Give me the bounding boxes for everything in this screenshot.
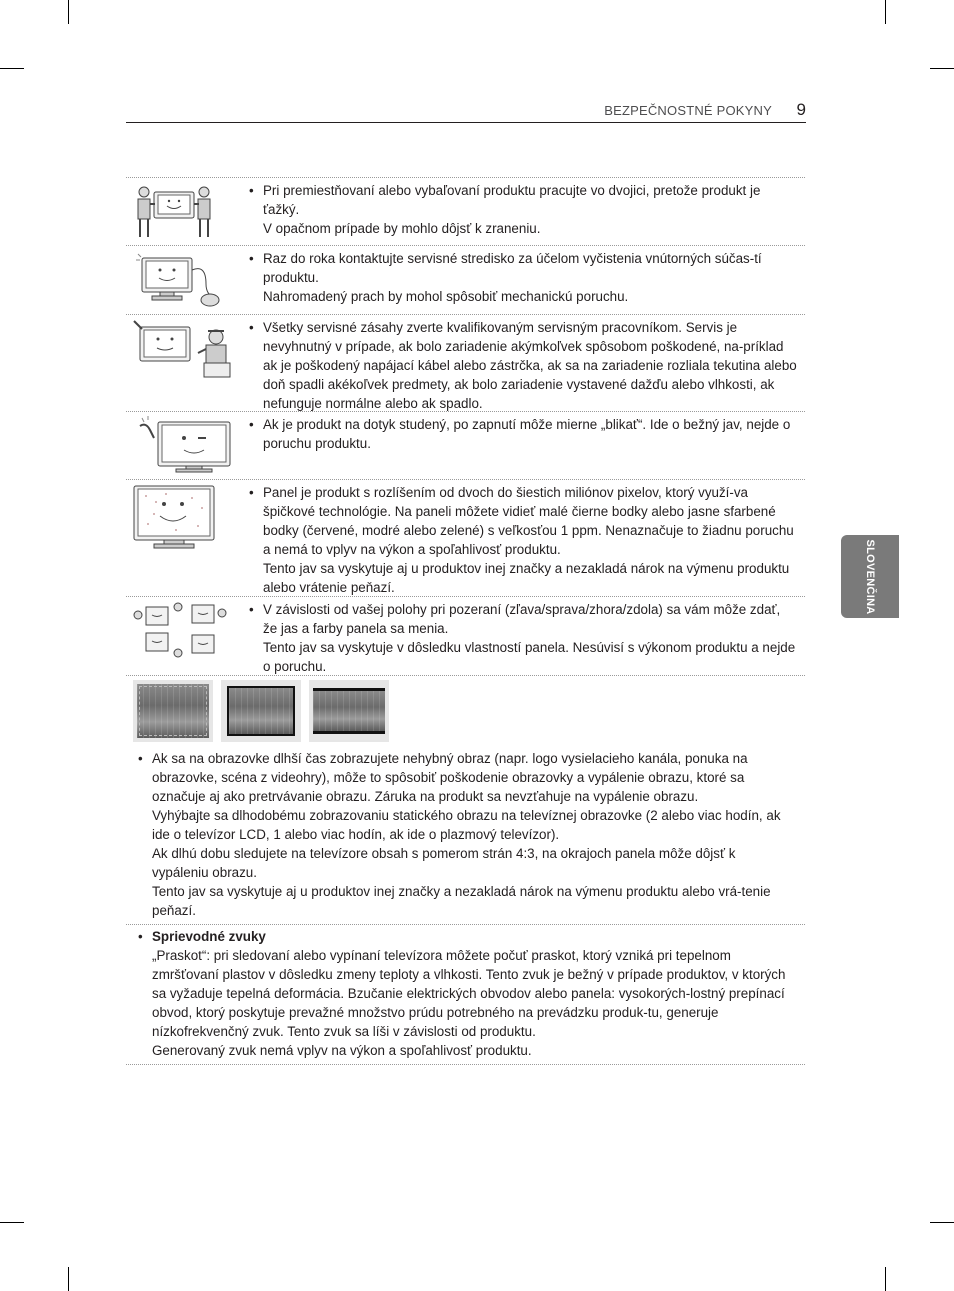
page-header — [126, 100, 806, 123]
burn-in-image — [309, 680, 389, 742]
bullet: • — [249, 485, 254, 500]
section-title: BEZPEČNOSTNÉ POKYNY — [604, 103, 772, 118]
paragraph: Panel je produkt s rozlíšením od dvoch do šiestich miliónov pixelov, ktorý využí-va špičkové technológie. Na paneli môžete vidieť malé čierne bodky alebo jasne sfarbené bodky (červené, modré alebo zelené) s veľkosťou 1 ppm. Nenaznačuje to žiadnu poruchu a nemá to vplyv na výkon a spoľahlivosť produktu. — [263, 485, 794, 557]
tv-vacuum-cleaner-icon — [126, 246, 249, 314]
paragraph: Tento jav sa vyskytuje aj u produktov inej značky a nezakladá nárok na výmenu produktu alebo vrá-tenie peňazí. — [152, 884, 771, 918]
service-technician-icon — [126, 315, 249, 411]
language-tab — [841, 535, 899, 618]
burn-in-image — [133, 680, 213, 742]
safety-row — [126, 245, 805, 314]
burn-in-images — [126, 676, 805, 746]
two-people-carrying-tv-icon — [126, 178, 249, 245]
page-number: 9 — [796, 100, 806, 119]
bullet: • — [249, 417, 254, 432]
bullet: • — [138, 929, 143, 944]
burn-in-section — [126, 675, 805, 924]
pixel-panel-tv-icon — [126, 480, 249, 596]
safety-content — [126, 177, 805, 1065]
paragraph: „Praskot“: pri sledovaní alebo vypínaní televízora môžete počuť praskot, ktorý vzniká pri tepelnom zmršťovaní plastov v dôsledku zmeny teploty a vlhkosti. Tento zvuk je bežný v prípade produktov, v ktorých sa vyžaduje tepelná deformácia. Bzučanie elektrických obvodov alebo panela: vysokorých-lostný prepínací obvod, ktorý poskytuje prevažné množstvo prúdu potrebného na prevádzku produk-tu, generuje nízkofrekvenčný zvuk. Tento zvuk sa líši v závislosti od produktu. — [152, 948, 786, 1039]
burn-in-image — [221, 680, 301, 742]
paragraph: Ak je produkt na dotyk studený, po zapnutí môže mierne „blikať“. Ide o bežný jav, nejde o poruchu produktu. — [263, 417, 791, 451]
bullet: • — [249, 251, 254, 266]
paragraph: V opačnom prípade by mohlo dôjsť k zraneniu. — [263, 221, 541, 236]
paragraph: Vyhýbajte sa dlhodobému zobrazovaniu statického obrazu na televíznej obrazovke (2 alebo viac hodín, ak ide o televízor LCD, 1 alebo viac hodín, ak ide o plazmový televízor). — [152, 808, 781, 842]
paragraph: Tento jav sa vyskytuje v dôsledku vlastností panela. Nesúvisí s výkonom produktu a nejde o poruchu. — [263, 640, 796, 674]
bullet: • — [249, 320, 254, 335]
safety-row — [126, 177, 805, 245]
paragraph: Pri premiestňovaní alebo vybaľovaní produktu pracujte vo dvojici, pretože produkt je ťažký. — [263, 183, 761, 217]
crop-mark — [930, 68, 954, 69]
paragraph: Tento jav sa vyskytuje aj u produktov inej značky a nezakladá nárok na výmenu produktu alebo vrátenie peňazí. — [263, 561, 790, 595]
safety-row — [126, 411, 805, 479]
crop-mark — [68, 1267, 69, 1291]
crop-mark — [885, 1267, 886, 1291]
viewing-angles-tv-icon — [126, 597, 249, 675]
bullet: • — [249, 602, 254, 617]
bullet: • — [249, 183, 254, 198]
crop-mark — [0, 1222, 24, 1223]
blinking-tv-icon — [126, 412, 249, 479]
paragraph: Všetky servisné zásahy zverte kvalifikovaným servisným pracovníkom. Servis je nevyhnutný v prípade, ak bolo zariadenie akýmkoľvek spôsobom poškodené, na-príklad ak je poškodený napájací kábel alebo zástrčka, ak sa na zariadenie rozliala tekutina alebo doň spadli akékoľvek predmety, ak bolo zariadenie vystavené dažďu alebo vlhkosti, ak nefunguje normálne alebo ak spadlo. — [263, 320, 797, 411]
crop-mark — [68, 0, 69, 24]
paragraph: Generovaný zvuk nemá vplyv na výkon a spoľahlivosť produktu. — [152, 1043, 532, 1058]
crop-mark — [885, 0, 886, 24]
safety-row — [126, 314, 805, 411]
paragraph: Ak dlhú dobu sledujete na televízore obsah s pomerom strán 4:3, na okrajoch panela môže dôjsť k vypáleniu obrazu. — [152, 846, 736, 880]
bullet: • — [138, 751, 143, 766]
paragraph: Ak sa na obrazovke dlhší čas zobrazujete nehybný obraz (napr. logo vysielacieho kanála, ponuka na obrazovke, scéna z videohry), môže to spôsobiť poškodenie obrazovky a vypálenie obrazu, ktoré sa označuje aj ako pretrvávanie obrazu. Záruka na produkt sa nevzťahuje na vypálenie obrazu. — [152, 751, 748, 804]
paragraph: Raz do roka kontaktujte servisné stredisko za účelom vyčistenia vnútorných súčas-tí produktu. — [263, 251, 762, 285]
sounds-section — [126, 924, 805, 1065]
language-tab-label: SLOVENČINA — [864, 538, 876, 615]
section-heading: Sprievodné zvuky — [152, 929, 266, 944]
paragraph: Nahromadený prach by mohol spôsobiť mechanickú poruchu. — [263, 289, 629, 304]
paragraph: V závislosti od vašej polohy pri pozeraní (zľava/sprava/zhora/zdola) sa vám môže zdať, že jas a farby panela sa menia. — [263, 602, 781, 636]
crop-mark — [930, 1222, 954, 1223]
safety-row — [126, 479, 805, 596]
crop-mark — [0, 68, 24, 69]
safety-row — [126, 596, 805, 675]
